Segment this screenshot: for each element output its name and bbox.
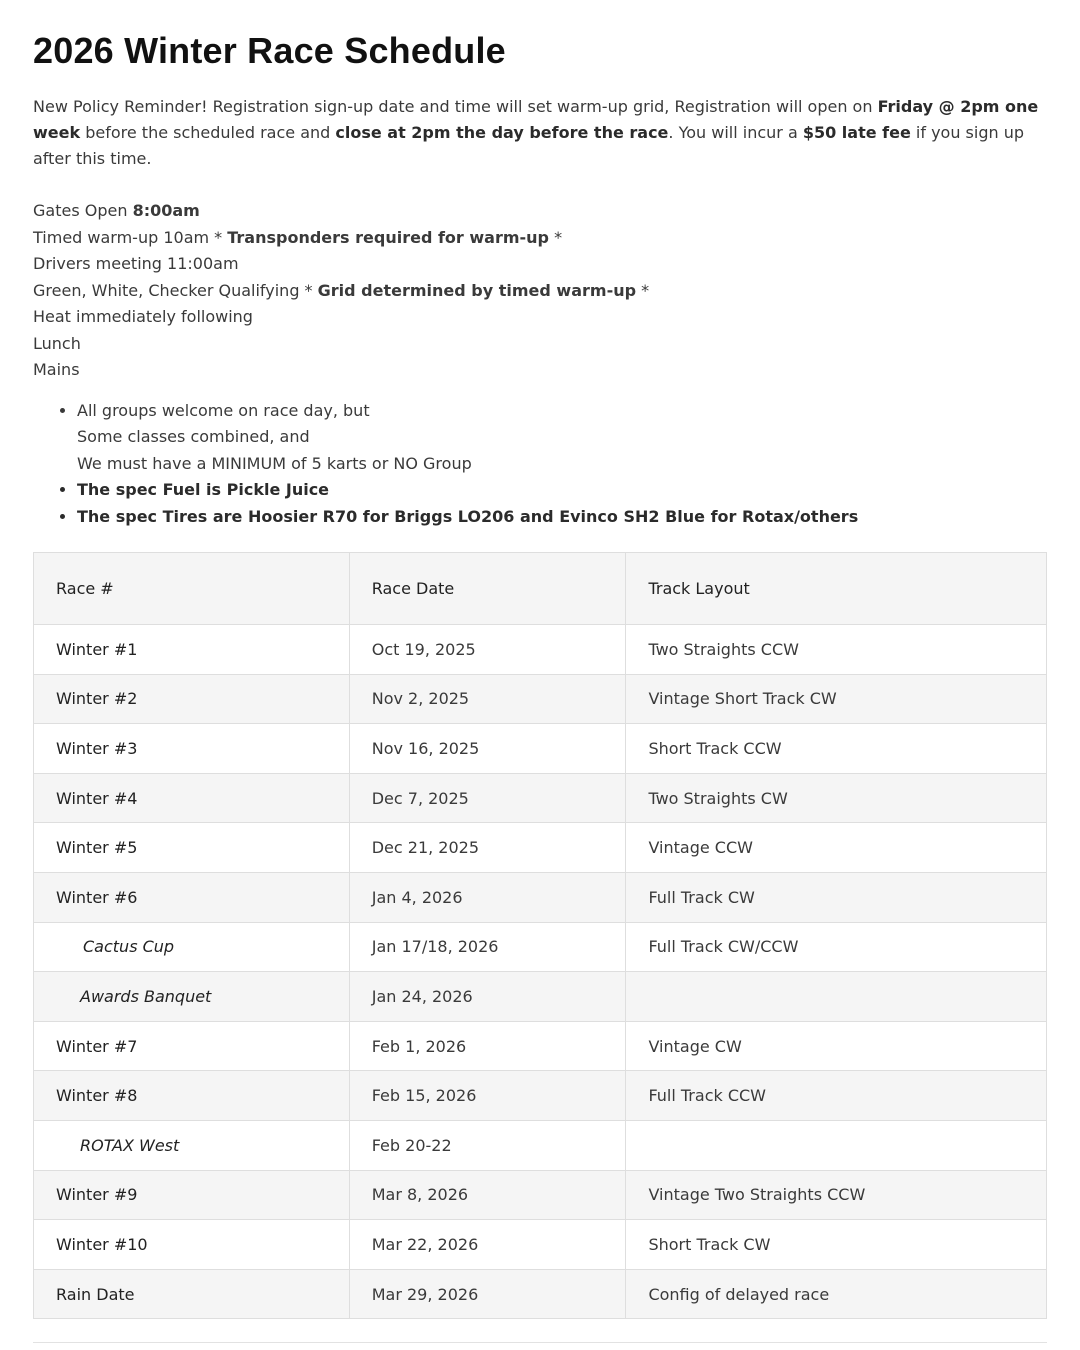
track-layout: Full Track CW xyxy=(626,872,1047,922)
track-layout: Vintage Short Track CW xyxy=(626,674,1047,724)
race-date: Jan 24, 2026 xyxy=(349,972,626,1022)
track-layout xyxy=(626,972,1047,1022)
table-header-row xyxy=(34,553,1047,625)
race-date: Jan 4, 2026 xyxy=(349,872,626,922)
race-number: Winter #4 xyxy=(34,773,350,823)
race-date: Feb 1, 2026 xyxy=(349,1021,626,1071)
race-schedule-table xyxy=(33,552,1047,1319)
policy-text-3: . You will incur a xyxy=(668,123,803,142)
event-name: Awards Banquet xyxy=(34,972,350,1022)
header-race-date: Race Date xyxy=(349,553,626,625)
header-track-layout: Track Layout xyxy=(626,553,1047,625)
table-row xyxy=(34,773,1047,823)
track-layout: Vintage Two Straights CCW xyxy=(626,1170,1047,1220)
race-number: Winter #6 xyxy=(34,872,350,922)
policy-close-time: close at 2pm the day before the race xyxy=(335,123,669,142)
event-name: Cactus Cup xyxy=(34,922,350,972)
list-item-groups: • All groups welcome on race day, but Some classes combined, and We must have a MINIMUM of 5 karts or NO Group xyxy=(77,398,1047,478)
policy-text-2: before the scheduled race and xyxy=(80,123,336,142)
policy-reminder xyxy=(33,94,1047,172)
race-date: Jan 17/18, 2026 xyxy=(349,922,626,972)
table-row xyxy=(34,1269,1047,1319)
list-item-tires: • The spec Tires are Hoosier R70 for Briggs LO206 and Evinco SH2 Blue for Rotax/others xyxy=(77,504,1047,531)
drivers-meeting-line: Drivers meeting 11:00am xyxy=(33,254,239,273)
race-number: Winter #2 xyxy=(34,674,350,724)
transponder-note: Transponders required for warm-up xyxy=(227,227,550,247)
race-number: Winter #10 xyxy=(34,1220,350,1270)
table-row xyxy=(34,724,1047,774)
race-number: Winter #9 xyxy=(34,1170,350,1220)
header-race-number: Race # xyxy=(34,553,350,625)
policy-text-1: New Policy Reminder! Registration sign-up date and time will set warm-up grid, Registration will open on xyxy=(33,97,878,116)
policy-late-fee: $50 late fee xyxy=(802,123,911,142)
race-date: Dec 21, 2025 xyxy=(349,823,626,873)
heat-line: Heat immediately following xyxy=(33,307,253,326)
warmup-line: Timed warm-up 10am * Transponders required for warm-up * xyxy=(33,227,563,247)
race-date: Mar 8, 2026 xyxy=(349,1170,626,1220)
policy-open-time: Friday @ 2pm one week xyxy=(33,97,1039,142)
gates-open-time: 8:00am xyxy=(132,201,200,220)
table-row xyxy=(34,1071,1047,1121)
table-row xyxy=(34,872,1047,922)
gates-open-line: Gates Open 8:00am xyxy=(33,201,200,220)
race-date: Dec 7, 2025 xyxy=(349,773,626,823)
race-date: Oct 19, 2025 xyxy=(349,625,626,675)
qualifying-line: Green, White, Checker Qualifying * Grid determined by timed warm-up * xyxy=(33,280,650,300)
lunch-line: Lunch xyxy=(33,333,81,353)
bottom-divider xyxy=(33,1342,1047,1343)
race-date: Feb 15, 2026 xyxy=(349,1071,626,1121)
event-name: ROTAX West xyxy=(34,1120,350,1170)
race-number: Winter #3 xyxy=(34,724,350,774)
table-row xyxy=(34,972,1047,1022)
race-number: Winter #8 xyxy=(34,1071,350,1121)
grid-note: Grid determined by timed warm-up xyxy=(317,280,637,300)
track-layout: Config of delayed race xyxy=(626,1269,1047,1319)
page-title: 2026 Winter Race Schedule xyxy=(33,30,506,71)
track-layout: Full Track CCW xyxy=(626,1071,1047,1121)
race-notes-list xyxy=(33,398,1047,531)
policy-text-4: if you sign up after this time. xyxy=(33,123,1025,168)
race-number: Rain Date xyxy=(34,1269,350,1319)
race-date: Mar 22, 2026 xyxy=(349,1220,626,1270)
track-layout: Full Track CW/CCW xyxy=(626,922,1047,972)
track-layout: Vintage CCW xyxy=(626,823,1047,873)
race-date: Nov 16, 2025 xyxy=(349,724,626,774)
table-row xyxy=(34,1170,1047,1220)
track-layout: Short Track CW xyxy=(626,1220,1047,1270)
race-day-schedule xyxy=(33,198,1047,384)
table-row xyxy=(34,625,1047,675)
race-number: Winter #7 xyxy=(34,1021,350,1071)
list-item-fuel: • The spec Fuel is Pickle Juice xyxy=(77,477,1047,504)
page-content xyxy=(33,28,1047,530)
table-row xyxy=(34,1220,1047,1270)
race-date: Mar 29, 2026 xyxy=(349,1269,626,1319)
track-layout: Vintage CW xyxy=(626,1021,1047,1071)
race-date: Feb 20-22 xyxy=(349,1120,626,1170)
race-number: Winter #5 xyxy=(34,823,350,873)
race-number: Winter #1 xyxy=(34,625,350,675)
track-layout: Two Straights CW xyxy=(626,773,1047,823)
track-layout: Short Track CCW xyxy=(626,724,1047,774)
race-date: Nov 2, 2025 xyxy=(349,674,626,724)
table-row xyxy=(34,1120,1047,1170)
track-layout xyxy=(626,1120,1047,1170)
track-layout: Two Straights CCW xyxy=(626,625,1047,675)
table-row xyxy=(34,1021,1047,1071)
mains-line: Mains xyxy=(33,360,80,379)
table-row xyxy=(34,674,1047,724)
table-row xyxy=(34,823,1047,873)
table-row xyxy=(34,922,1047,972)
